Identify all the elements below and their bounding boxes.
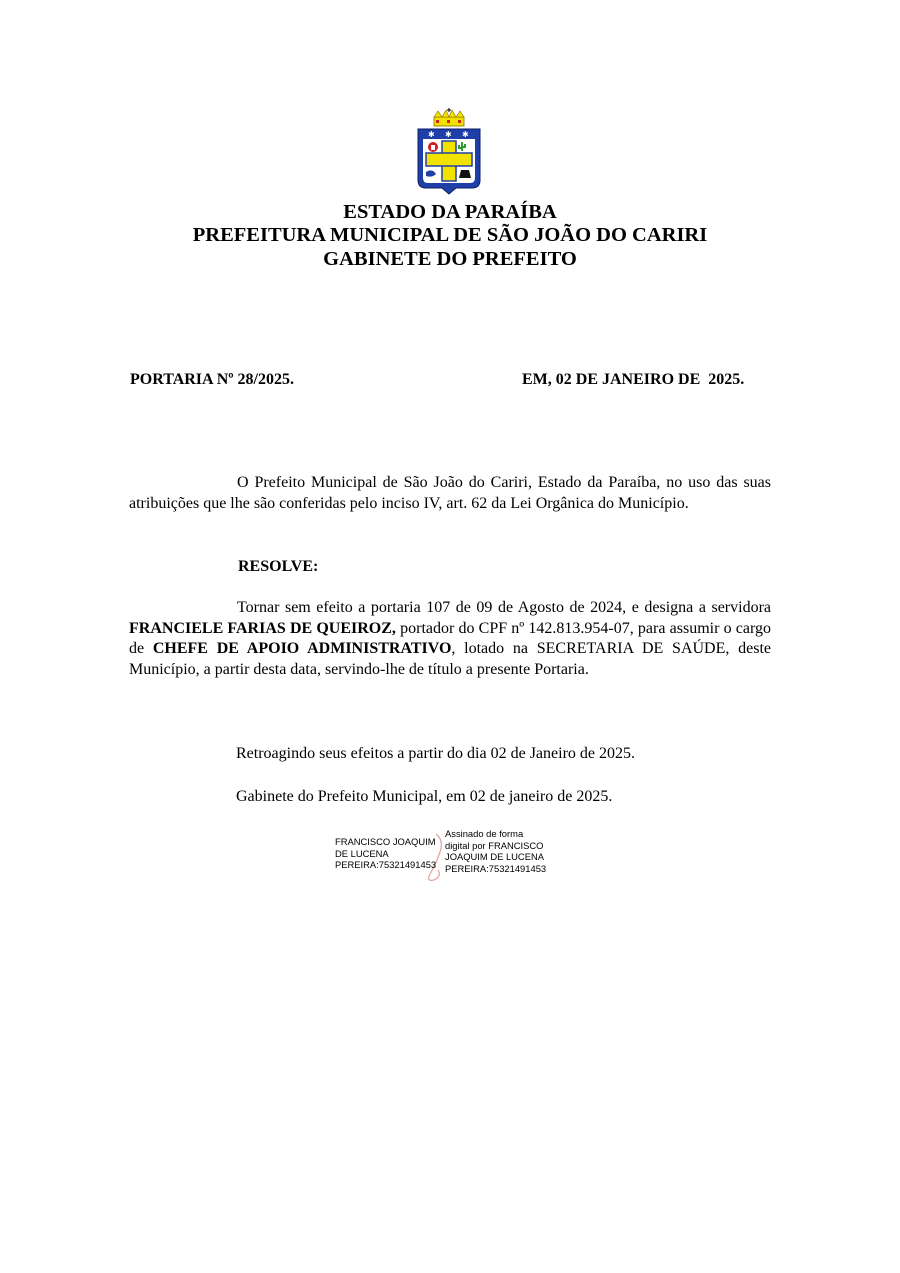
intro-paragraph [129, 473, 771, 514]
coat-of-arms-icon [414, 108, 484, 196]
signature-info-line-3: JOAQUIM DE LUCENA [445, 851, 544, 863]
resolve-heading: RESOLVE: [238, 558, 319, 575]
signature-info-line-2: digital por FRANCISCO [445, 839, 544, 851]
header-state: ESTADO DA PARAÍBA [343, 201, 557, 223]
signature-info-line-4: PEREIRA:75321491453 [445, 862, 547, 874]
resolution-text-2: portador do CPF nº 142.813.954-07, para assumir o cargo de [129, 619, 772, 657]
header-prefeitura: PREFEITURA MUNICIPAL DE SÃO JOÃO DO CARIRI [192, 224, 708, 246]
signature-info-block [445, 828, 575, 874]
resolution-text-3: , lotado na SECRETARIA DE SAÚDE, deste Município, a partir desta data, servindo-lhe de título a presente Portaria. [129, 640, 772, 678]
servant-name: FRANCIELE FARIAS DE QUEIROZ, [129, 619, 396, 637]
signer-line-1: FRANCISCO JOAQUIM [335, 836, 436, 847]
signer-line-3: PEREIRA:75321491453 [335, 859, 437, 871]
gabinete-line: Gabinete do Prefeito Municipal, em 02 de janeiro de 2025. [236, 788, 613, 805]
signer-line-2: DE LUCENA [335, 847, 389, 859]
intro-text: O Prefeito Municipal de São João do Cariri, Estado da Paraíba, no uso das suas atribuições que lhe são conferidas pelo inciso IV, art. 62 da Lei Orgânica do Município. [129, 474, 771, 512]
signature-signer-block [335, 836, 447, 871]
resolution-text-1: Tornar sem efeito a portaria 107 de 09 de Agosto de 2024, e designa a servidora [237, 599, 771, 616]
role-name: CHEFE DE APOIO ADMINISTRATIVO [152, 640, 452, 657]
svg-text:✱: ✱ [462, 130, 469, 139]
retroactive-line: Retroagindo seus efeitos a partir do dia 02 de Janeiro de 2025. [236, 745, 635, 762]
signature-info-line-1: Assinado de forma [445, 828, 524, 839]
header-gabinete: GABINETE DO PREFEITO [323, 248, 577, 270]
resolution-paragraph [129, 598, 771, 680]
portaria-date: EM, 02 DE JANEIRO DE 2025. [522, 371, 745, 388]
svg-text:✱: ✱ [428, 130, 435, 139]
portaria-number: PORTARIA Nº 28/2025. [130, 371, 294, 388]
digital-signature [332, 828, 572, 888]
svg-text:✱: ✱ [445, 130, 452, 139]
